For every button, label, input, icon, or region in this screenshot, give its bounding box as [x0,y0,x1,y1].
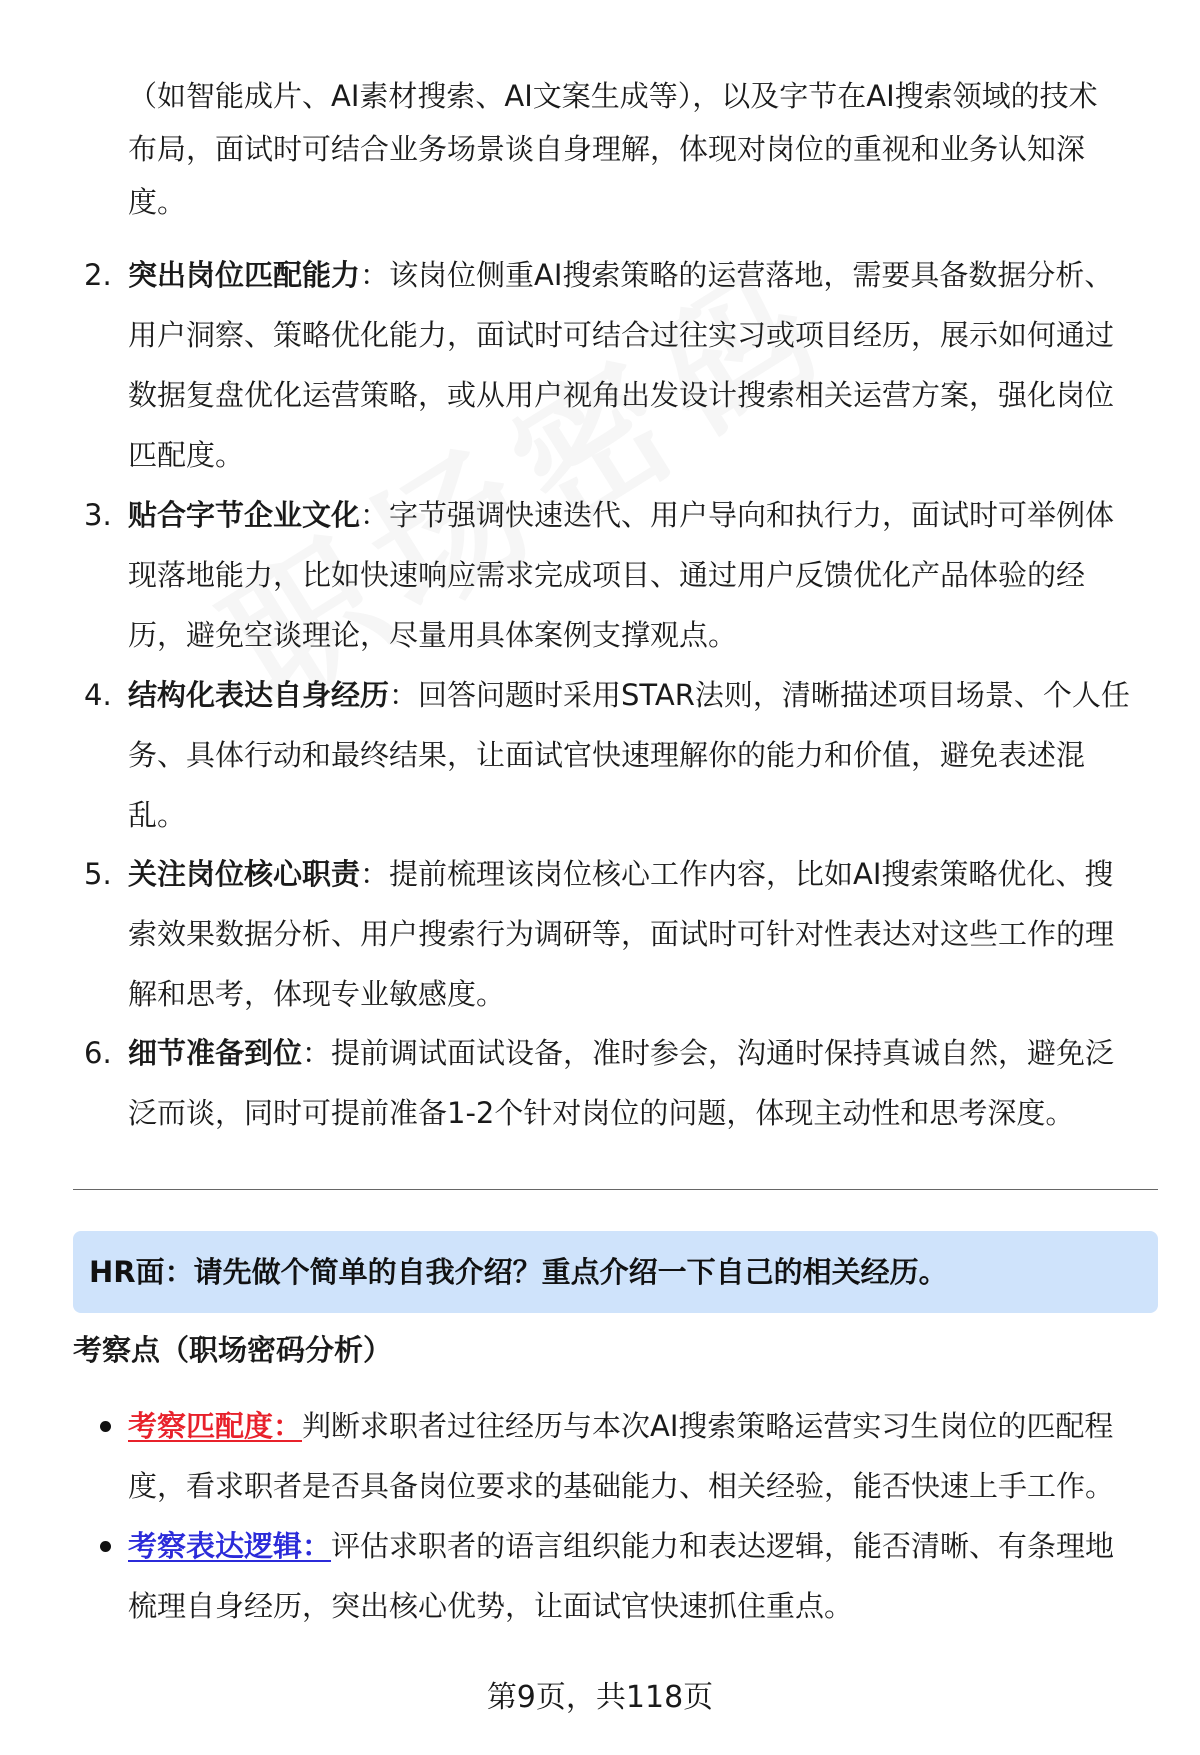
tip-line: 现落地能力，比如快速响应需求完成项目、通过用户反馈优化产品体验的经 [128,558,1086,592]
tip-line: 用户洞察、策略优化能力，面试时可结合过往实习或项目经历，展示如何通过 [128,318,1115,352]
tip-item-3 [84,485,1158,665]
analysis-bullet-match [128,1396,1158,1516]
section-divider [73,1189,1158,1190]
tip-number: 6. [84,1036,112,1070]
intro-line: 布局，面试时可结合业务场景谈自身理解，体现对岗位的重视和业务认知深 [128,132,1086,166]
bullet-line: 度，看求职者是否具备岗位要求的基础能力、相关经验，能否快速上手工作。 [128,1469,1115,1503]
tip-line: 乱。 [128,798,187,832]
tip-text: ：提前调试面试设备，准时参会，沟通时保持真诚自然，避免泛 [302,1036,1115,1070]
page-number: 第9页，共118页 [486,1680,714,1715]
bullet-line [128,1396,1158,1456]
tip-line [128,1023,1158,1083]
tip-line: 匹配度。 [128,438,245,472]
tip-line [128,844,1158,904]
tip-line: 历，避免空谈理论，尽量用具体案例支撑观点。 [128,618,738,652]
tip-title: 关注岗位核心职责 [128,857,361,891]
bullet-line [128,1516,1158,1576]
tip-line: 解和思考，体现专业敏感度。 [128,977,506,1011]
tip-title: 突出岗位匹配能力 [128,258,361,292]
tip-line: 数据复盘优化运营策略，或从用户视角出发设计搜索相关运营方案，强化岗位 [128,378,1115,412]
tip-number: 3. [84,498,112,532]
tip-text: ：字节强调快速迭代、用户导向和执行力，面试时可举例体 [360,498,1115,532]
bullet-dot-icon [100,1421,111,1432]
question-text: HR面：请先做个简单的自我介绍？重点介绍一下自己的相关经历。 [89,1255,948,1289]
tip-number: 4. [84,678,112,712]
analysis-heading: 考察点（职场密码分析） [73,1333,393,1367]
tip-line [128,485,1158,545]
question-callout [73,1231,1158,1313]
tip-title: 细节准备到位 [128,1036,303,1070]
tip-line: 务、具体行动和最终结果，让面试官快速理解你的能力和价值，避免表述混 [128,738,1086,772]
tip-number: 5. [84,857,112,891]
bullet-text: 评估求职者的语言组织能力和表达逻辑，能否清晰、有条理地 [331,1529,1115,1563]
bullet-label: 考察匹配度： [128,1409,303,1443]
tip-number: 2. [84,258,112,292]
tip-text: ：该岗位侧重AI搜索策略的运营落地，需要具备数据分析、 [360,258,1114,292]
tip-line [128,665,1158,725]
bullet-line: 梳理自身经历，突出核心优势，让面试官快速抓住重点。 [128,1589,854,1623]
tip-title: 结构化表达自身经历 [128,678,390,712]
tip-item-4 [84,665,1158,845]
tip-item-6 [84,1023,1158,1143]
bullet-text: 判断求职者过往经历与本次AI搜索策略运营实习生岗位的匹配程 [302,1409,1114,1443]
tip-line [128,245,1158,305]
bullet-dot-icon [100,1541,111,1552]
intro-line: 度。 [128,185,187,219]
tip-line: 索效果数据分析、用户搜索行为调研等，面试时可针对性表达对这些工作的理 [128,917,1115,951]
tip-line: 泛而谈，同时可提前准备1-2个针对岗位的问题，体现主动性和思考深度。 [128,1096,1075,1130]
tip-text: ：回答问题时采用STAR法则，清晰描述项目场景、个人任 [389,678,1130,712]
tip-text: ：提前梳理该岗位核心工作内容，比如AI搜索策略优化、搜 [360,857,1114,891]
tip-item-2 [84,245,1158,485]
tip-title: 贴合字节企业文化 [128,498,361,532]
analysis-bullet-logic [128,1516,1158,1636]
tip-item-5 [84,844,1158,1024]
bullet-label: 考察表达逻辑： [128,1529,332,1563]
intro-line: （如智能成片、AI素材搜索、AI文案生成等），以及字节在AI搜索领域的技术 [128,79,1098,113]
